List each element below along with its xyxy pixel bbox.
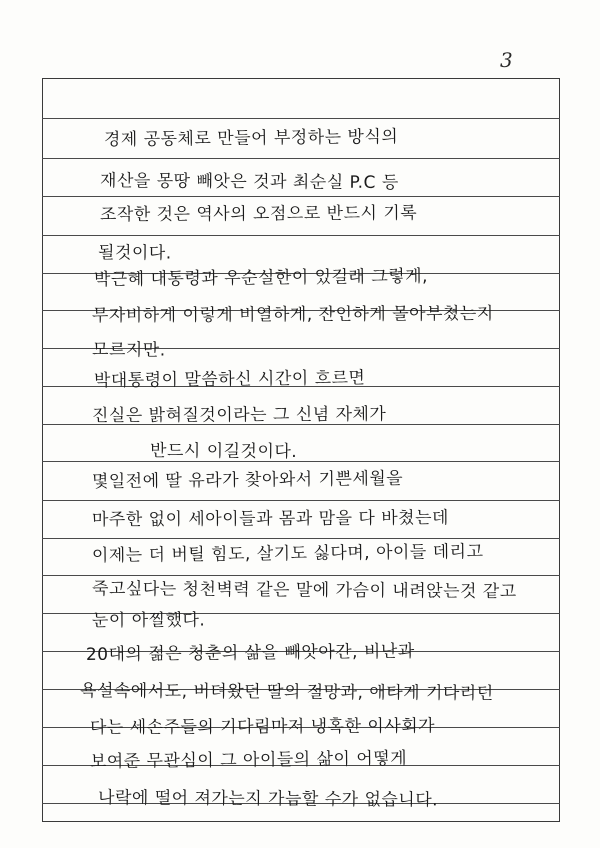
handwritten-line: 다는 세손주들의 기다림마저 냉혹한 이사회가 (89, 716, 436, 738)
ruled-line (42, 196, 560, 197)
page-number: 3 (500, 48, 513, 72)
handwritten-line: 눈이 아찔했다. (91, 610, 206, 631)
handwritten-line: 죽고싶다는 청천벽력 같은 말에 가슴이 내려앉는것 같고 (92, 579, 517, 602)
handwritten-line: 보여준 무관심이 그 아이들의 삶이 어떻게 (89, 748, 408, 772)
ruled-line (42, 461, 560, 462)
handwritten-line: 몇일전에 딸 유라가 찾아와서 기쁜세월을 (91, 468, 404, 492)
handwritten-line: 진실은 밝혀질것이라는 그 신념 자체가 (91, 404, 387, 426)
handwritten-line: 반드시 이길것이다. (150, 441, 298, 463)
ruled-line (42, 500, 560, 501)
handwritten-line: 마주한 없이 세아이들과 몸과 맘을 다 바쳤는데 (91, 508, 449, 530)
handwritten-line: 나락에 떨어 져가는지 가늠할 수가 없습니다. (98, 788, 439, 811)
handwritten-line: 이제는 더 버틸 힘도, 살기도 싫다며, 아이들 데리고 (91, 541, 484, 566)
handwritten-line: 재산을 몽땅 빼앗은 것과 최순실 P.C 등 (100, 171, 399, 194)
handwritten-line: 무자비하게 이렇게 비열하게, 잔인하게 몰아부쳤는지 (91, 303, 494, 326)
ruled-line (42, 118, 560, 119)
handwritten-line: 박근혜 대통령과 우순실한이 있길래 그렇게, (93, 266, 429, 290)
handwritten-line: 욕설속에서도, 버텨왔던 딸의 절망과, 애타게 기다리던 (80, 681, 494, 704)
handwritten-line: 조작한 것은 역사의 오점으로 반드시 기록 (99, 203, 418, 225)
handwritten-line: 모르지만. (92, 340, 166, 361)
handwritten-line: 박대통령이 말씀하신 시간이 흐르면 (93, 368, 366, 391)
handwritten-line: 20대의 젊은 청춘의 삶을 빼앗아간, 비난과 (85, 641, 415, 665)
ruled-line (42, 158, 560, 159)
handwritten-line: 될것이다. (98, 243, 172, 264)
ruled-line (42, 235, 560, 236)
handwritten-line: 경제 공동체로 만들어 부정하는 방식의 (103, 126, 399, 150)
